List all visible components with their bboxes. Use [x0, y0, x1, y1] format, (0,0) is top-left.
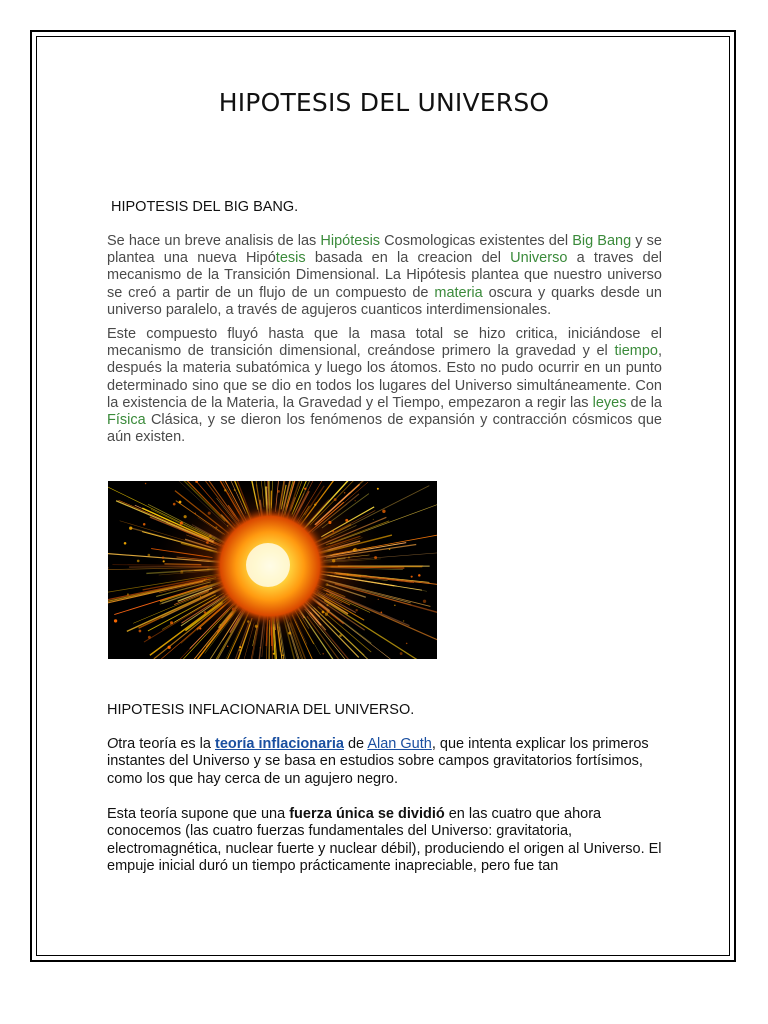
text-run: , que intenta explicar los primeros instantes del Universo y se basa en estudios sobre campos gravitatorios fortísimos, como los que hay cerca de un agujero negro.	[107, 736, 649, 787]
hyperlink-text[interactable]: leyes	[592, 394, 627, 411]
text-run: Esta teoría supone que una	[107, 806, 290, 822]
text-run: y se plantea una nueva Hipó	[107, 233, 662, 267]
paragraph-big-bang-1	[107, 233, 662, 319]
text-run: de la	[626, 394, 662, 411]
hyperlink-text[interactable]: materia	[434, 284, 483, 301]
text-run: a traves del mecanismo de la Transición Dimensional. La Hipótesis plantea que nuestro universo se creó a partir de un flujo de un compuesto de	[107, 250, 662, 301]
text-run: de	[343, 736, 368, 752]
paragraph-big-bang-2	[107, 326, 662, 446]
text-run: Cosmologicas existentes del	[380, 233, 573, 249]
text-run: basada en la creacion del	[305, 250, 511, 267]
paragraph-inflacionaria-2	[107, 806, 662, 876]
text-run: oscura y quarks desde un universo paralelo, a través de agujeros cuanticos interdimensionales.	[107, 284, 662, 318]
text-run: tra teoría es la	[118, 736, 215, 752]
paragraph-inflacionaria-1	[107, 736, 662, 788]
text-run: Clásica, y se dieron los fenómenos de expansión y contracción cósmicos que aún existen.	[107, 412, 662, 446]
document-title: HIPOTESIS DEL UNIVERSO	[218, 88, 550, 117]
bold-text: fuerza única se dividió	[289, 806, 445, 822]
hyperlink[interactable]: Alan Guth	[367, 736, 432, 752]
text-run: en las cuatro que ahora conocemos (las cuatro fuerzas fundamentales del Universo: gravitatoria, electromagnética, nuclear fuerte y nuclear débil), produciendo el origen al Universo. El empuje inicial duró un tiempo prácticamente inapreciable, pero fue tan	[107, 806, 662, 875]
hyperlink-text[interactable]: tesis	[275, 250, 306, 267]
italic-text: O	[107, 736, 119, 752]
hyperlink-text[interactable]: Universo	[510, 250, 568, 267]
text-run: Se hace un breve analisis de las	[107, 233, 321, 249]
hyperlink-text[interactable]: Big Bang	[572, 233, 632, 249]
hyperlink-text[interactable]: Hipótesis	[320, 233, 381, 249]
big-bang-image	[108, 481, 437, 659]
section-heading-inflacionaria: HIPOTESIS INFLACIONARIA DEL UNIVERSO.	[107, 702, 415, 718]
hyperlink-text[interactable]: tiempo	[614, 343, 658, 360]
section-heading-big-bang: HIPOTESIS DEL BIG BANG.	[111, 199, 299, 215]
hyperlink[interactable]: teoría inflacionaria	[215, 736, 344, 752]
hyperlink-text[interactable]: Física	[107, 412, 146, 429]
text-run: , después la materia subatómica y luego los átomos. Esto no pudo ocurrir en un punto determinado sino que se dio en todos los lugares del Universo simultáneamente. Con la existencia de la Materia, la Gravedad y el Tiempo, empezaron a regir las	[107, 343, 662, 411]
text-run: Este compuesto fluyó hasta que la masa total se hizo critica, iniciándose el mecanismo de transición dimensional, creándose primero la gravedad y el	[107, 326, 662, 360]
